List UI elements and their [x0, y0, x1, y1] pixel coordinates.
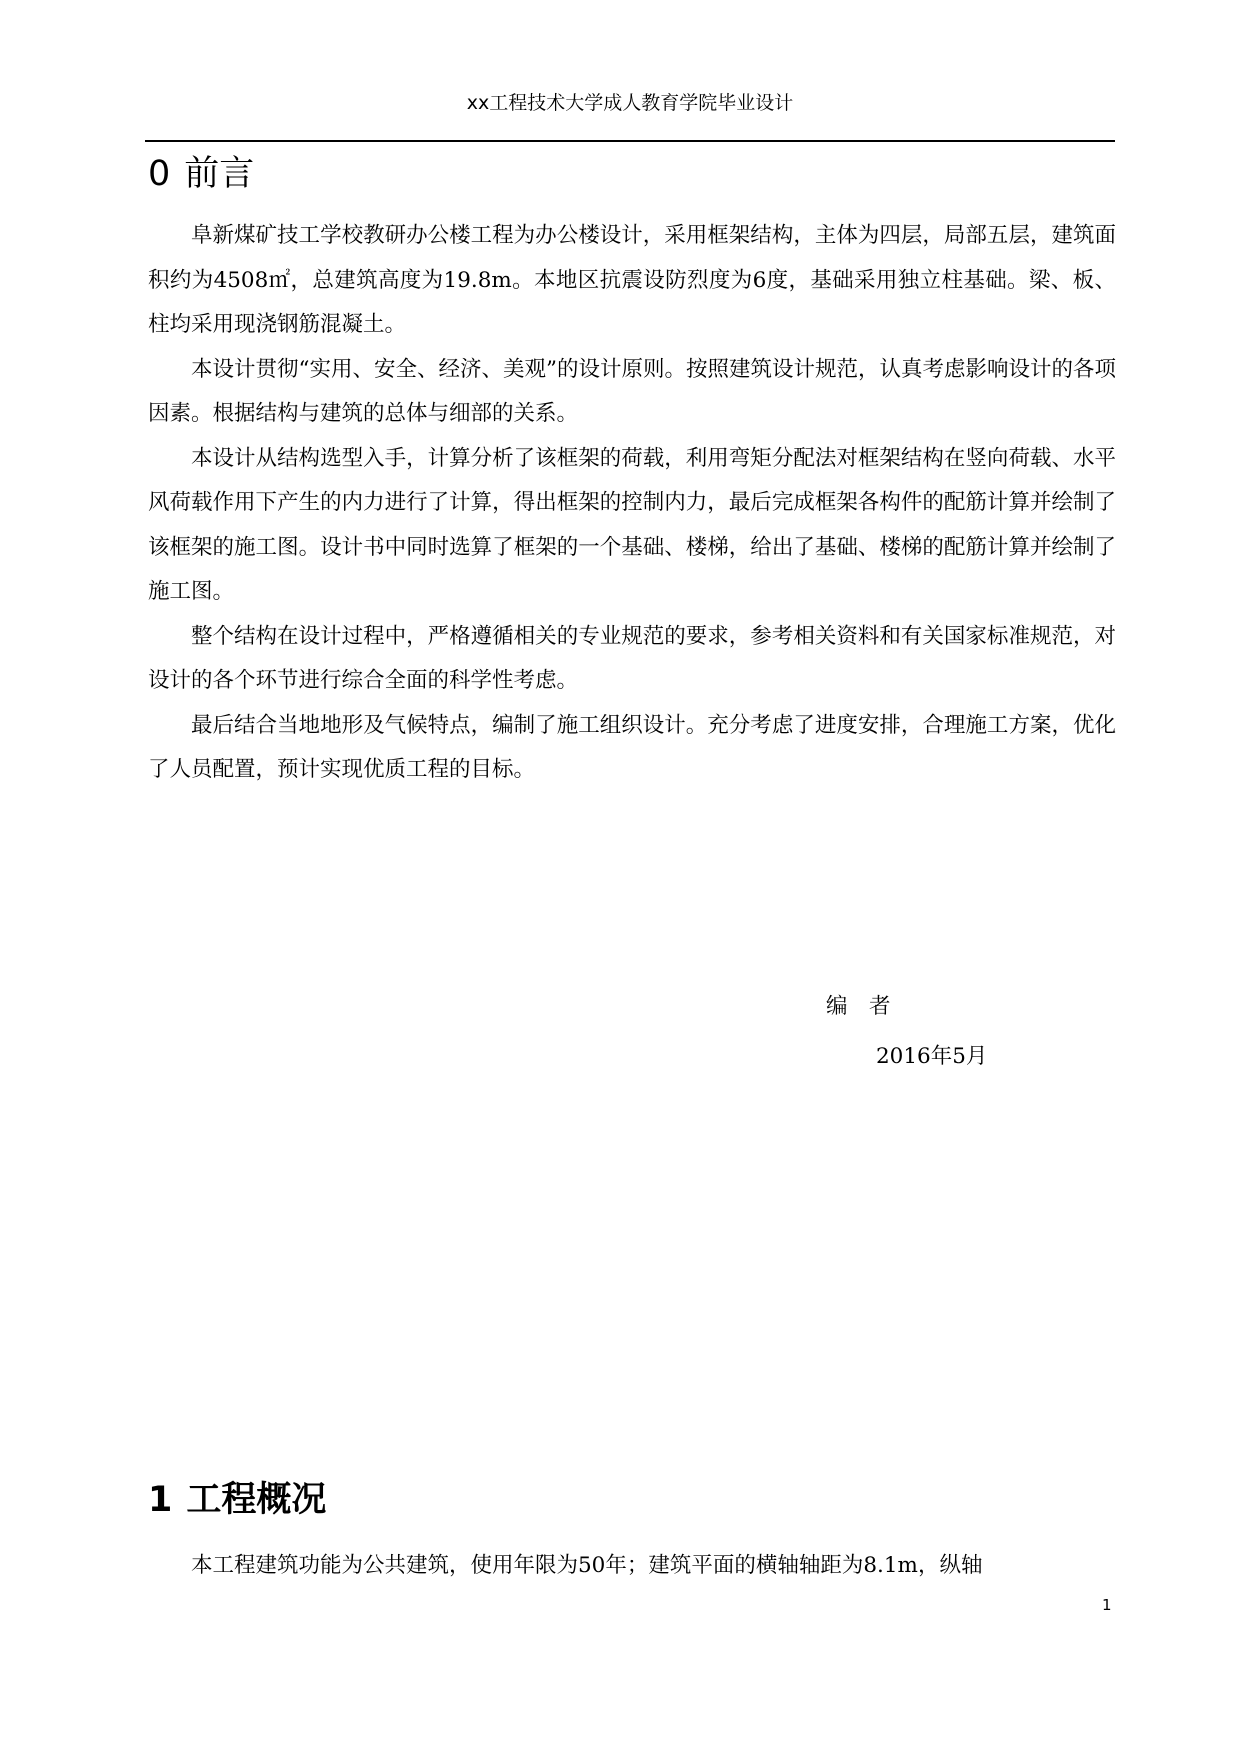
- header-divider: [145, 140, 1115, 142]
- preface-body: [148, 214, 1116, 793]
- section-1-heading-title: 工程概况: [186, 1480, 327, 1520]
- paragraph: 本设计从结构选型入手，计算分析了该框架的荷载，利用弯矩分配法对框架结构在竖向荷载、水平风荷载作用下产生的内力进行了计算，得出框架的控制内力，最后完成框架各构件的配筋计算并绘制了该框架的施工图。设计书中同时选算了框架的一个基础、楼梯，给出了基础、楼梯的配筋计算并绘制了施工图。: [148, 445, 1116, 604]
- paragraph: 最后结合当地地形及气候特点，编制了施工组织设计。充分考虑了进度安排，合理施工方案，优化了人员配置，预计实现优质工程的目标。: [148, 712, 1116, 782]
- paragraph: 阜新煤矿技工学校教研办公楼工程为办公楼设计，采用框架结构，主体为四层，局部五层，建筑面积约为4508㎡，总建筑高度为19.8m。本地区抗震设防烈度为6度，基础采用独立柱基础。梁、板、柱均采用现浇钢筋混凝土。: [148, 223, 1116, 337]
- section-1-body: [148, 1544, 1116, 1589]
- page-number: 1: [1102, 1596, 1112, 1614]
- section-1-heading: [148, 1476, 326, 1524]
- preface-heading: [148, 150, 254, 198]
- signature: 编 者: [826, 994, 891, 1019]
- date: 2016年5月: [876, 1044, 988, 1069]
- paragraph: 本工程建筑功能为公共建筑，使用年限为50年；建筑平面的横轴轴距为8.1m，纵轴: [191, 1553, 983, 1578]
- preface-heading-number: 0: [148, 154, 171, 194]
- paragraph: 本设计贯彻“实用、安全、经济、美观”的设计原则。按照建筑设计规范，认真考虑影响设计的各项因素。根据结构与建筑的总体与细部的关系。: [148, 356, 1116, 426]
- paragraph: 整个结构在设计过程中，严格遵循相关的专业规范的要求，参考相关资料和有关国家标准规范，对设计的各个环节进行综合全面的科学性考虑。: [148, 623, 1116, 693]
- section-1-heading-number: 1: [148, 1480, 173, 1520]
- preface-heading-title: 前言: [184, 154, 255, 194]
- running-header: xx工程技术大学成人教育学院毕业设计: [466, 92, 794, 114]
